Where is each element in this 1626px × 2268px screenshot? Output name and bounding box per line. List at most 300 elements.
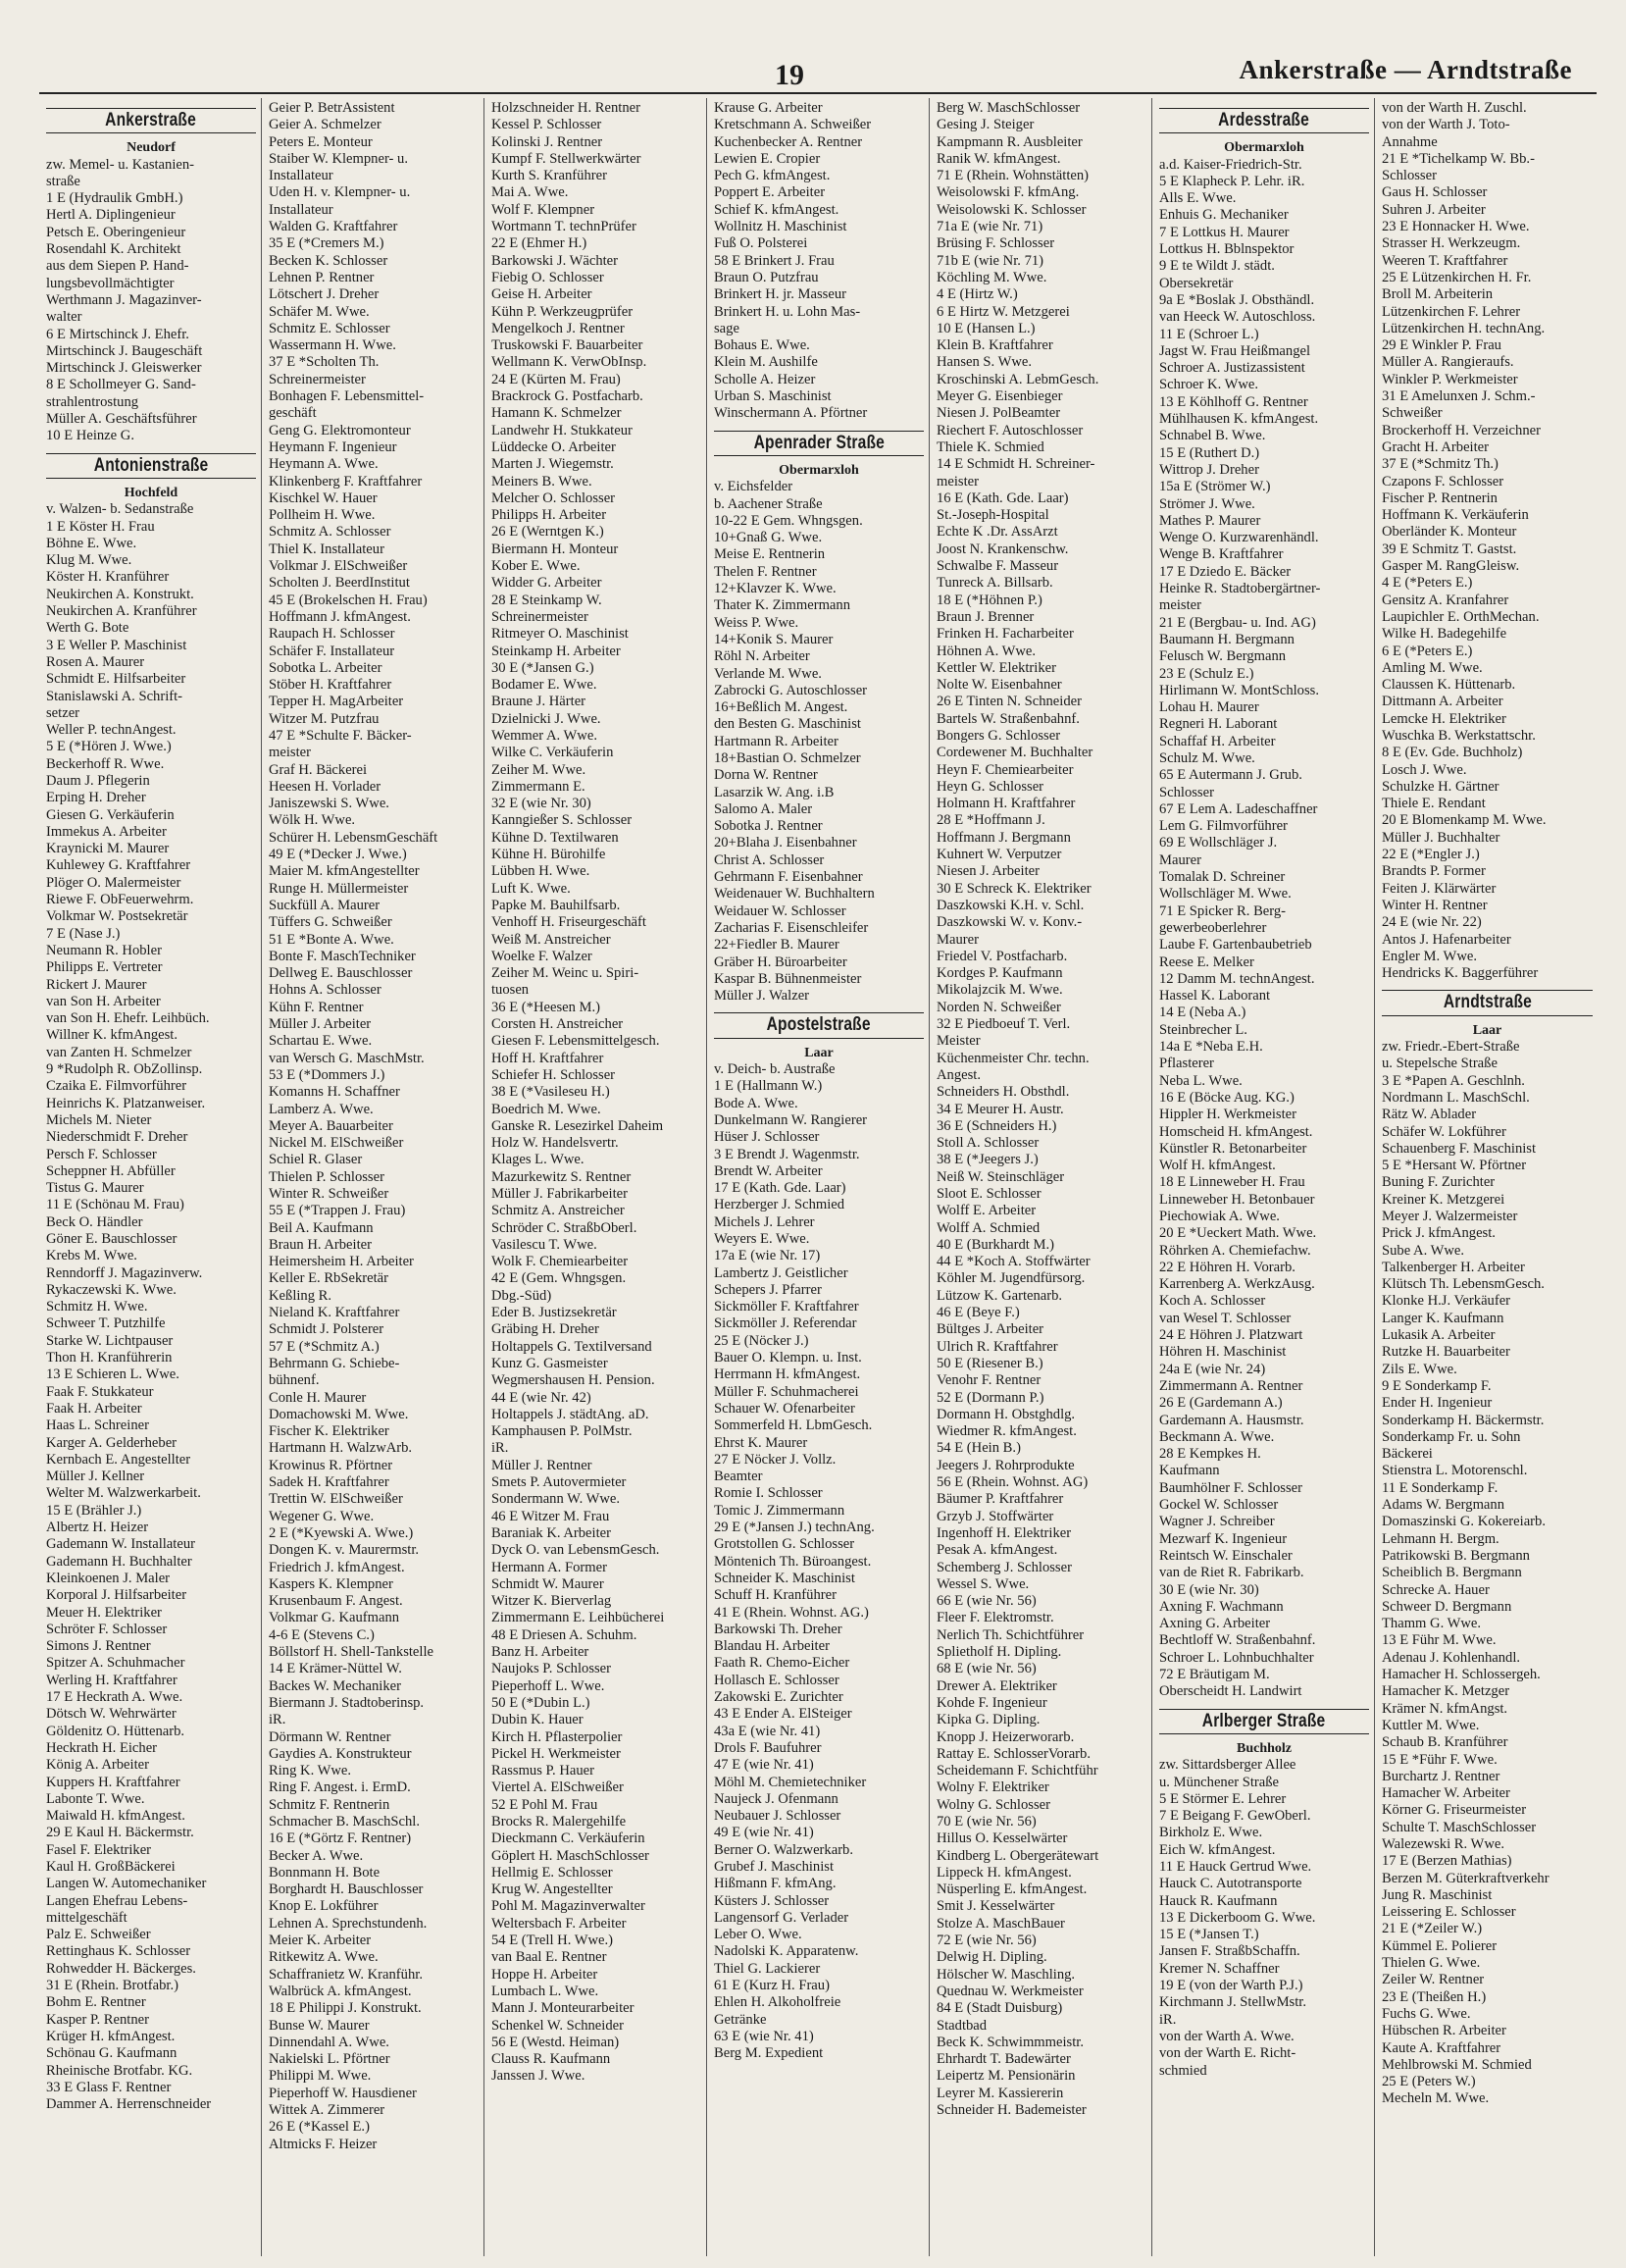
directory-entry: Beck O. Händler [46,1213,143,1230]
directory-entry: 18 E Philippi J. Konstrukt. [269,2000,422,2017]
directory-entry: Dörmann W. Rentner [269,1728,391,1745]
directory-entry: Biermann J. Stadtoberinsp. [269,1694,425,1711]
directory-entry: Krämer N. kfmAngst. [1382,1700,1508,1717]
directory-entry: Tomalak D. Schreiner [1159,869,1286,886]
street-name: Antonienstraße [93,454,209,476]
directory-entry: Brinkert H. u. Lohn Mas- [714,303,861,320]
directory-entry: Enhuis G. Mechaniker [1159,207,1289,224]
directory-entry: 3 E Brendt J. Wagenmstr. [714,1146,860,1162]
directory-entry: Schneiders H. Obsthdl. [937,1084,1070,1101]
directory-entry: Schiel R. Glaser [269,1152,363,1168]
directory-entry: Baumhölner F. Schlosser [1159,1479,1302,1496]
directory-entry: 71b E (wie Nr. 71) [937,252,1044,269]
directory-entry: zw. Sittardsberger Allee [1159,1757,1296,1774]
directory-entry: Braune J. Härter [491,694,586,710]
directory-entry: 50 E (Riesener B.) [937,1355,1043,1371]
directory-entry: Berg W. MaschSchlosser [937,100,1081,116]
directory-entry: 49 E (wie Nr. 41) [714,1825,814,1841]
directory-entry: Willner K. kfmAngest. [46,1027,178,1044]
directory-entry: Philippi M. Wwe. [269,2068,372,2085]
directory-entry: Kamphausen P. PolMstr. [491,1423,633,1440]
directory-entry: Müller J. Walzer [714,988,810,1005]
directory-entry: Smit J. Kesselwärter [937,1898,1055,1915]
directory-entry: 22 E Höhren H. Vorarb. [1159,1259,1296,1275]
directory-entry: Daum J. Pflegerin [46,772,150,789]
district-label: Neudorf [127,140,176,156]
street-name: Ankerstraße [105,110,197,130]
directory-entry: Sloot E. Schlosser [937,1186,1042,1202]
directory-entry: Beck K. Schwimmmeistr. [937,2034,1084,2050]
directory-entry: Klütsch Th. LebensmGesch. [1382,1276,1545,1293]
directory-entry: Braun J. Brenner [937,608,1035,625]
directory-entry: Riechert F. Autoschlosser [937,422,1084,438]
directory-entry: Zils E. Wwe. [1382,1361,1457,1377]
directory-entry: Volkmar J. ElSchweißer [269,558,408,575]
directory-entry: 15 E *Führ F. Wwe. [1382,1751,1498,1768]
directory-entry: Beil A. Kaufmann [269,1219,374,1236]
directory-entry: Kaufmann [1159,1463,1220,1479]
directory-entry: Simons J. Rentner [46,1638,151,1655]
directory-entry: Bohm E. Rentner [46,1994,146,2011]
directory-entry: 65 E Autermann J. Grub. [1159,767,1302,784]
directory-entry: Meyer A. Bauarbeiter [269,1117,393,1134]
column-4 [707,98,930,2256]
directory-entry: Zacharias F. Eisenschleifer [714,919,869,936]
directory-entry: 25 E (Nöcker J.) [714,1332,809,1349]
directory-entry: Weller P. technAngest. [46,722,177,739]
directory-entry: Widder G. Arbeiter [491,575,602,592]
directory-entry: 11 E Sonderkamp F. [1382,1479,1499,1496]
directory-entry: Hißmann F. kfmAng. [714,1876,837,1892]
directory-entry: 52 E Pohl M. Frau [491,1796,598,1813]
directory-entry: Mühlhausen K. kfmAngest. [1159,411,1319,428]
directory-entry: 24 E (wie Nr. 22) [1382,914,1482,931]
directory-entry: 20 E Blomenkamp M. Wwe. [1382,812,1547,829]
directory-entry: Müller J. Kellner [46,1469,145,1485]
directory-entry: Ehrst K. Maurer [714,1434,808,1451]
directory-entry: 36 E (*Heesen M.) [491,999,601,1015]
directory-entry: Behrmann G. Schiebe- [269,1355,400,1371]
directory-entry: Holzschneider H. Rentner [491,100,640,116]
column-2 [262,98,484,2256]
directory-entry: Rohwedder H. Bäckerges. [46,1960,196,1977]
directory-entry: Korporal J. Hilfsarbeiter [46,1587,187,1604]
directory-entry: Poppert E. Arbeiter [714,184,826,201]
directory-entry: 15a E (Strömer W.) [1159,479,1271,495]
directory-entry: Talkenberger H. Arbeiter [1382,1259,1525,1275]
directory-entry: Nolte W. Eisenbahner [937,677,1062,694]
directory-entry: Smets P. Autovermieter [491,1474,627,1491]
directory-entry: 18+Bastian O. Schmelzer [714,749,861,766]
directory-entry: Dzielnicki J. Wwe. [491,710,601,727]
directory-entry: Scheiblich B. Bergmann [1382,1565,1522,1581]
directory-entry: 17 E Heckrath A. Wwe. [46,1689,183,1706]
directory-entry: 68 E (wie Nr. 56) [937,1661,1037,1677]
directory-entry: strahlentrostung [46,393,139,410]
directory-entry: Krause G. Arbeiter [714,100,823,116]
directory-entry: Rheinische Brotfabr. KG. [46,2062,193,2079]
directory-entry: Reintsch W. Einschaler [1159,1547,1293,1564]
directory-entry: Schaffranietz W. Kranführ. [269,1966,423,1983]
directory-entry: Becker A. Wwe. [269,1847,364,1864]
directory-entry: Stöber H. Kraftfahrer [269,677,392,694]
directory-entry: Biermann H. Monteur [491,541,619,557]
directory-entry: Sondermann W. Wwe. [491,1491,621,1508]
directory-entry: 15 E (Brähler J.) [46,1502,142,1519]
directory-entry: 29 E Winkler P. Frau [1382,337,1501,354]
directory-entry: Höhren H. Maschinist [1159,1344,1287,1361]
directory-entry: 30 E (wie Nr. 30) [1159,1581,1259,1598]
directory-entry: 14 E (Neba A.) [1159,1005,1246,1021]
directory-entry: straße [46,173,80,189]
street-heading [714,431,924,456]
directory-entry: 37 E *Scholten Th. [269,354,380,371]
directory-entry: Kaul H. GroßBäckerei [46,1858,176,1875]
directory-entry: Knop E. Lokführer [269,1898,379,1915]
directory-entry: Zabrocki G. Autoschlosser [714,682,868,698]
directory-entry: 9 E te Wildt J. städt. [1159,258,1275,275]
directory-entry: von der Warth A. Wwe. [1159,2028,1295,2044]
running-head: Ankerstraße — Arndtstraße [1239,55,1572,84]
directory-entry: Bonte F. MaschTechniker [269,948,416,964]
directory-entry: Wassermann H. Wwe. [269,337,396,354]
directory-entry: 18 E (*Höhnen P.) [937,592,1042,608]
directory-entry: Küsters J. Schlosser [714,1892,830,1909]
street-heading [46,108,256,133]
directory-entry: 29 E Kaul H. Bäckermstr. [46,1825,194,1841]
directory-entry: Mirtschinck J. Baugeschäft [46,342,203,359]
directory-entry: Walezewski R. Wwe. [1382,1835,1504,1852]
directory-entry: Berner O. Walzwerkarb. [714,1841,853,1858]
directory-entry: Gensitz A. Kranfahrer [1382,592,1509,608]
directory-entry: Röhl N. Arbeiter [714,648,810,665]
directory-entry: Böllstorf H. Shell-Tankstelle [269,1644,433,1661]
directory-entry: Tistus G. Maurer [46,1180,144,1197]
directory-entry: Gasper M. RangGleisw. [1382,558,1520,575]
directory-entry: Wenge B. Kraftfahrer [1159,546,1284,563]
directory-entry: tuosen [491,982,530,999]
directory-entry: Lehnen P. Rentner [269,269,375,285]
directory-entry: 14+Konik S. Maurer [714,631,834,647]
directory-entry: 84 E (Stadt Duisburg) [937,2000,1063,2017]
directory-entry: Adams W. Bergmann [1382,1497,1504,1514]
directory-entry: Starke W. Lichtpauser [46,1332,174,1349]
directory-entry: Herzberger J. Schmied [714,1197,845,1213]
directory-entry: Wellmann K. VerwObInsp. [491,354,647,371]
directory-entry: iR. [491,1440,509,1457]
directory-entry: Birkholz E. Wwe. [1159,1825,1263,1841]
directory-entry: Rettinghaus K. Schlosser [46,1943,191,1960]
directory-entry: 72 E Bräutigam M. [1159,1667,1270,1683]
directory-entry: 15 E (*Jansen T.) [1159,1927,1259,1943]
directory-entry: Ritmeyer O. Maschinist [491,626,629,643]
directory-entry: Burchartz J. Rentner [1382,1768,1500,1784]
directory-entry: Marten J. Wiegemstr. [491,456,614,473]
directory-entry: Tomic J. Zimmermann [714,1502,845,1519]
directory-entry: Palz E. Schweißer [46,1927,151,1943]
directory-entry: Werth G. Bote [46,620,129,637]
directory-entry: Thamm G. Wwe. [1382,1616,1482,1632]
directory-entry: Göner E. Bauschlosser [46,1231,178,1247]
directory-entry: Heimersheim H. Arbeiter [269,1254,414,1270]
directory-entry: Amling M. Wwe. [1382,659,1483,676]
directory-entry: Kanngießer S. Schlosser [491,812,633,829]
directory-entry: Philipps E. Vertreter [46,959,163,976]
directory-entry: Kremer N. Schaffner [1159,1960,1280,1977]
street-heading [46,453,256,479]
directory-entry: Adenau J. Kohlenhandl. [1382,1649,1521,1666]
directory-entry: Drols F. Baufuhrer [714,1739,822,1756]
directory-entry: Borghardt H. Bauschlosser [269,1881,424,1898]
district-label: Laar [804,1045,834,1060]
directory-entry: 10-22 E Gem. Whngsgen. [714,512,863,529]
directory-entry: 34 E Meurer H. Austr. [937,1101,1064,1117]
directory-entry: Heyn G. Schlosser [937,778,1044,795]
directory-entry: Verlande M. Wwe. [714,665,822,682]
directory-entry: Boedrich M. Wwe. [491,1101,601,1117]
directory-entry: Schmitz A. Schlosser [269,524,391,541]
directory-entry: Grzyb J. Stoffwärter [937,1508,1054,1524]
directory-entry: Meuer H. Elektriker [46,1604,162,1621]
directory-entry: Pesak A. kfmAngest. [937,1542,1058,1559]
directory-entry: Leyrer M. Kassiererin [937,2085,1064,2101]
directory-entry: Graf H. Bäckerei [269,761,368,778]
directory-entry: Niesen J. PolBeamter [937,405,1061,422]
directory-entry: Meister [937,1033,981,1050]
directory-entry: Oberscheidt H. Landwirt [1159,1683,1302,1700]
directory-entry: Friedel V. Postfacharb. [937,948,1068,964]
directory-entry: Weiss P. Wwe. [714,614,799,631]
directory-entry: 56 E (Westd. Heiman) [491,2034,620,2050]
directory-entry: Hoppe H. Arbeiter [491,1966,598,1983]
directory-entry: Neubauer J. Schlosser [714,1808,841,1825]
directory-entry: Kettler W. Elektriker [937,659,1056,676]
directory-entry: Lottkus H. Bblnspektor [1159,241,1295,258]
directory-entry: Baumann H. Bergmann [1159,631,1295,647]
directory-entry: 71 E Spicker R. Berg- [1159,902,1287,919]
directory-entry: Pollheim H. Wwe. [269,507,376,524]
directory-entry: 2 E (*Kyewski A. Wwe.) [269,1524,414,1541]
directory-entry: Holmann H. Kraftfahrer [937,796,1076,812]
directory-entry: 17 E Dziedo E. Bäcker [1159,563,1292,580]
directory-entry: Antos J. Hafenarbeiter [1382,931,1511,948]
directory-entry: zw. Friedr.-Ebert-Straße [1382,1039,1520,1056]
directory-entry: Bodamer E. Wwe. [491,677,597,694]
directory-entry: Schnabel B. Wwe. [1159,428,1266,444]
directory-entry: 26 E Tinten N. Schneider [937,694,1082,710]
directory-entry: 71 E (Rhein. Wohnstätten) [937,168,1090,184]
directory-entry: Heymann F. Ingenieur [269,438,397,455]
directory-entry: 52 E (Dormann P.) [937,1389,1044,1406]
directory-entry: Salomo A. Maler [714,800,813,817]
directory-entry: Hellmig E. Schlosser [491,1864,613,1881]
directory-entry: Renndorff J. Magazinverw. [46,1264,203,1281]
directory-entry: Scholle A. Heizer [714,371,816,387]
directory-entry: 16 E (*Görtz F. Rentner) [269,1830,412,1847]
directory-entry: 70 E (wie Nr. 56) [937,1813,1037,1830]
directory-entry: Kober E. Wwe. [491,558,581,575]
directory-entry: Brocks R. Malergehilfe [491,1813,627,1830]
directory-entry: Venhoff H. Friseurgeschäft [491,914,646,931]
directory-entry: 24 E Höhren J. Platzwart [1159,1327,1303,1344]
directory-entry: van Son H. Arbeiter [46,993,161,1009]
directory-entry: 26 E (*Kassel E.) [269,2119,370,2136]
directory-entry: Wemmer A. Wwe. [491,727,597,744]
directory-entry: 47 E (wie Nr. 41) [714,1757,814,1774]
directory-entry: Ranik W. kfmAngest. [937,150,1061,167]
directory-entry: Mecheln M. Wwe. [1382,2090,1490,2107]
directory-entry: Schroer L. Lohnbuchhalter [1159,1649,1314,1666]
directory-entry: 45 E (Brokelschen H. Frau) [269,592,428,608]
directory-entry: Welter M. Walzwerkarbeit. [46,1485,201,1502]
directory-entry: 67 E Lem A. Ladeschaffner [1159,800,1318,817]
directory-entry: Hübschen R. Arbeiter [1382,2023,1506,2039]
directory-entry: 1 E (Hallmann W.) [714,1078,823,1095]
directory-entry: Wessel S. Wwe. [937,1575,1030,1592]
directory-entry: Suhren J. Arbeiter [1382,201,1486,218]
directory-entry: Thiele E. Rendant [1382,796,1486,812]
directory-entry: Kuchenbecker A. Rentner [714,133,863,150]
directory-entry: Schneider K. Maschinist [714,1570,855,1586]
directory-entry: Lützow K. Gartenarb. [937,1287,1063,1304]
directory-entry: Banz H. Arbeiter [491,1644,589,1661]
directory-entry: Lötschert J. Dreher [269,286,380,303]
directory-entry: Hamacher H. Schlossergeh. [1382,1667,1541,1683]
directory-entry: geschäft [269,405,317,422]
directory-entry: 22 E (*Engler J.) [1382,847,1480,863]
directory-entry: Eder B. Justizsekretär [491,1305,617,1321]
directory-entry: Wegmershausen H. Pension. [491,1372,655,1389]
directory-entry: Krowinus R. Pförtner [269,1457,393,1473]
directory-entry: Schweer D. Bergmann [1382,1598,1512,1615]
directory-entry: 13 E Schieren L. Wwe. [46,1366,179,1383]
directory-entry: Herrmann H. kfmAngest. [714,1366,861,1383]
directory-entry: Tepper H. MagArbeiter [269,694,404,710]
directory-entry: Czapons F. Schlosser [1382,473,1504,490]
directory-entry: Sickmöller F. Kraftfahrer [714,1299,859,1315]
directory-entry: Ehrhardt T. Badewärter [937,2051,1071,2068]
directory-entry: Küchenmeister Chr. techn. [937,1050,1090,1066]
directory-entry: Walden G. Kraftfahrer [269,219,398,235]
directory-entry: Wolny G. Schlosser [937,1796,1050,1813]
directory-entry: 9 E Sonderkamp F. [1382,1377,1492,1394]
directory-entry: a.d. Kaiser-Friedrich-Str. [1159,156,1302,173]
directory-entry: Nordmann L. MaschSchl. [1382,1089,1530,1106]
directory-entry: Lohau H. Maurer [1159,699,1259,716]
directory-entry: Schreinermeister [269,371,366,387]
directory-entry: 11 E (Schönau M. Frau) [46,1197,184,1213]
directory-entry: Kaspers K. Klempner [269,1575,393,1592]
directory-entry: Jeegers J. Rohrprodukte [937,1457,1075,1473]
directory-entry: Spitzer A. Schuhmacher [46,1655,185,1672]
directory-entry: Hoffmann K. Verkäuferin [1382,507,1529,524]
directory-entry: Zeiler W. Rentner [1382,1972,1485,1988]
directory-entry: Holtappels J. städtAng. aD. [491,1406,649,1422]
directory-entry: Bode A. Wwe. [714,1095,798,1111]
directory-entry: Thon H. Kranführerin [46,1350,173,1366]
directory-entry: Eich W. kfmAngest. [1159,1841,1276,1858]
directory-entry: Dubin K. Hauer [491,1712,584,1728]
directory-entry: Schroer K. Wwe. [1159,377,1259,393]
directory-entry: Grotstollen G. Schlosser [714,1536,855,1553]
directory-entry: Echte K .Dr. AssArzt [937,524,1058,541]
directory-entry: Neiß W. Steinschläger [937,1168,1065,1185]
directory-entry: Werling H. Kraftfahrer [46,1672,178,1688]
directory-entry: 54 E (Trell H. Wwe.) [491,1933,614,1949]
directory-entry: Baraniak K. Arbeiter [491,1524,611,1541]
directory-entry: Norden N. Schweißer [937,999,1061,1015]
directory-entry: Losch J. Wwe. [1382,761,1467,778]
directory-entry: Fuß O. Polsterei [714,235,808,252]
directory-entry: Sobotka J. Rentner [714,818,823,835]
directory-entry: Joost N. Krankenschw. [937,541,1069,557]
street-name: Apostelstraße [766,1014,872,1036]
directory-entry: 30 E (*Jansen G.) [491,659,594,676]
directory-entry: 28 E *Hoffmann J. [937,812,1045,829]
directory-entry: Wilke H. Badegehilfe [1382,626,1507,643]
directory-entry: Frinken H. Facharbeiter [937,626,1074,643]
directory-entry: Winter R. Schweißer [269,1186,389,1202]
directory-entry: Witzer M. Putzfrau [269,710,380,727]
directory-entry: Schäfer W. Lokführer [1382,1123,1506,1140]
directory-entry: 22 E (Ehmer H.) [491,235,587,252]
directory-entry: Heyn F. Chemiearbeiter [937,761,1074,778]
directory-entry: Klonke H.J. Verkäufer [1382,1293,1511,1310]
directory-entry: 14a E *Neba E.H. [1159,1039,1263,1056]
directory-entry: 31 E Amelunxen J. Schm.- [1382,388,1536,405]
directory-entry: Barkowski J. Wächter [491,252,619,269]
directory-entry: Janssen J. Wwe. [491,2068,585,2085]
directory-entry: 21 E (Bergbau- u. Ind. AG) [1159,614,1316,631]
directory-entry: Hölscher W. Maschling. [937,1966,1076,1983]
directory-entry: Fiebig O. Schlosser [491,269,604,285]
directory-entry: Bültges J. Arbeiter [937,1321,1044,1338]
directory-entry: Kretschmann A. Schweißer [714,117,872,133]
directory-entry: Splietholf H. Dipling. [937,1644,1062,1661]
directory-entry: Scheidemann F. Schichtführ [937,1763,1098,1779]
directory-entry: Kischkel W. Hauer [269,490,378,506]
directory-entry: Leber O. Wwe. [714,1927,802,1943]
directory-entry: Schmitz H. Wwe. [46,1299,148,1315]
directory-entry: Haas L. Schreiner [46,1418,149,1434]
directory-entry: 28 E Kempkes H. [1159,1446,1261,1463]
directory-entry: Ingenhoff H. Elektriker [937,1524,1072,1541]
directory-entry: Schweißer [1382,405,1443,422]
directory-entry: Runge H. Müllermeister [269,880,409,897]
directory-entry: 32 E Piedboeuf T. Verl. [937,1016,1071,1033]
directory-entry: 50 E (*Dubin L.) [491,1694,590,1711]
directory-entry: 43 E Ender A. ElSteiger [714,1706,852,1723]
directory-entry: Schmacher B. MaschSchl. [269,1813,421,1830]
directory-entry: Dinnendahl A. Wwe. [269,2034,389,2050]
directory-entry: Mehlbrowski M. Schmied [1382,2056,1532,2073]
directory-entry: 54 E (Hein B.) [937,1440,1021,1457]
directory-entry: Hamacher K. Metzger [1382,1683,1510,1700]
directory-entry: Woelke F. Walzer [491,948,592,964]
district-label: Laar [1472,1022,1502,1038]
directory-entry: Maurer [937,931,979,948]
directory-entry: Wiedmer R. kfmAngest. [937,1423,1077,1440]
directory-entry: 5 E *Hersant W. Pförtner [1382,1158,1527,1174]
directory-entry: Kampmann R. Ausbleiter [937,133,1083,150]
directory-entry: Conle H. Maurer [269,1389,367,1406]
directory-entry: Brendt W. Arbeiter [714,1162,823,1179]
directory-entry: 44 E (wie Nr. 42) [491,1389,591,1406]
directory-entry: Heckrath H. Eicher [46,1739,158,1756]
directory-entry: Melcher O. Schlosser [491,490,616,506]
directory-entry: 69 E Wollschläger J. [1159,835,1278,851]
directory-entry: Neba L. Wwe. [1159,1072,1243,1089]
